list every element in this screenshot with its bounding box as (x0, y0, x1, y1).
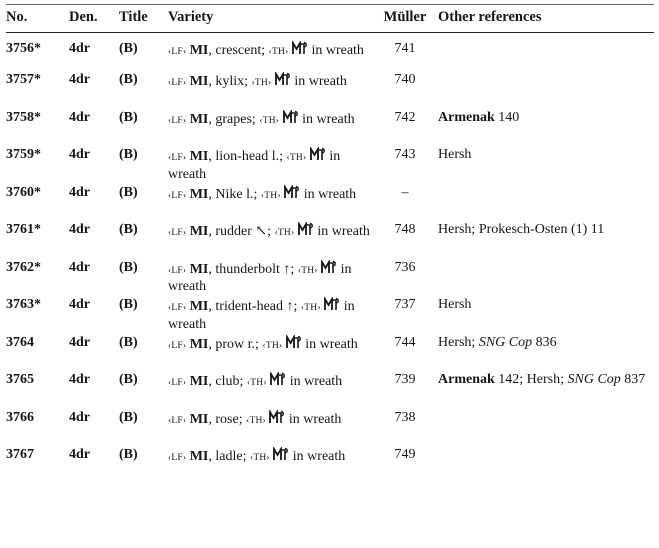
mi-legend: MI (189, 186, 209, 202)
monogram-icon (292, 41, 308, 55)
cell-other-references (438, 410, 654, 448)
table-row (6, 410, 654, 448)
cell-variety (168, 222, 372, 260)
variety-tail: in wreath (298, 111, 355, 127)
cell-no: 3766 (6, 409, 34, 425)
cell-muller: 737 (394, 297, 416, 312)
cell-no: 3756* (6, 41, 41, 56)
variety-tail: in wreath (290, 74, 347, 89)
cell-other-references (438, 185, 654, 223)
variety-symbol: , Nike l.; (208, 186, 261, 202)
cell-muller: 744 (394, 334, 416, 350)
monogram-icon (284, 185, 300, 199)
cell-no: 3758* (6, 109, 41, 125)
lf-marker: ‹LF› (168, 228, 187, 238)
cell-title: (B) (119, 334, 138, 350)
cell-den: 4dr (69, 109, 90, 125)
cell-other-references (438, 72, 654, 110)
th-marker: ‹TH› (268, 47, 289, 57)
cell-title: (B) (119, 409, 138, 425)
header-den: Den. (69, 5, 119, 33)
table-row (6, 372, 654, 410)
cell-title: (B) (119, 222, 138, 237)
variety-symbol: , prow r.; (208, 336, 263, 352)
ref-tail: 836 (532, 334, 557, 350)
cell-no: 3764 (6, 334, 34, 350)
cell-title: (B) (119, 372, 138, 387)
variety-tail: in wreath (168, 299, 355, 332)
variety-symbol: , rudder ↖; (208, 224, 275, 239)
th-marker: ‹TH› (262, 340, 283, 351)
monogram-icon (310, 147, 326, 161)
cell-other-references (438, 297, 654, 335)
lf-marker: ‹LF› (168, 47, 187, 57)
variety-tail: in wreath (301, 336, 358, 352)
header-no: No. (6, 5, 69, 33)
variety-tail: in wreath (313, 224, 370, 239)
monogram-icon (275, 72, 291, 86)
variety-symbol: , kylix; (208, 74, 252, 89)
cell-no: 3763* (6, 297, 41, 312)
monogram-icon (283, 110, 299, 124)
variety-symbol: , ladle; (208, 449, 250, 464)
variety-symbol: , grapes; (208, 111, 260, 127)
table-row (6, 33, 654, 73)
mi-legend: MI (189, 224, 209, 239)
ref-tail: 837 (620, 372, 646, 387)
variety-tail: in wreath (168, 149, 341, 182)
cell-title: (B) (119, 184, 138, 200)
cell-variety (168, 147, 372, 185)
ref-italic: SNG Cop (478, 334, 533, 350)
monogram-icon (269, 410, 285, 424)
cell-variety (168, 297, 372, 335)
monogram-icon (270, 372, 286, 386)
variety-symbol: , trident-head ↑; (208, 299, 301, 314)
th-marker: ‹TH› (274, 228, 295, 238)
monogram-icon (324, 297, 340, 311)
th-marker: ‹TH› (250, 453, 270, 463)
table-row (6, 260, 654, 298)
mi-legend: MI (189, 336, 209, 352)
ref-bold: Armenak (438, 372, 495, 387)
table-row (6, 110, 654, 148)
table-header-row (6, 5, 654, 33)
cell-variety (168, 447, 372, 485)
cell-den: 4dr (69, 409, 90, 425)
variety-tail: in wreath (300, 186, 357, 202)
table-row (6, 222, 654, 260)
cell-den: 4dr (69, 447, 90, 462)
cell-no: 3757* (6, 72, 41, 87)
ref-text: Hersh (438, 297, 472, 312)
mi-legend: MI (189, 43, 209, 58)
cell-other-references (438, 33, 654, 73)
cell-no: 3765 (6, 372, 34, 387)
header-other-references: Other references (438, 5, 654, 33)
cell-variety (168, 110, 372, 148)
monogram-icon (286, 335, 302, 349)
cell-title: (B) (119, 109, 138, 125)
cell-muller: 738 (394, 409, 416, 425)
ref-bold: Armenak (438, 109, 495, 125)
cell-other-references (438, 260, 654, 298)
table-row (6, 335, 654, 373)
cell-no: 3760* (6, 184, 41, 200)
cell-variety (168, 72, 372, 110)
cell-other-references (438, 372, 654, 410)
variety-symbol: , rose; (208, 411, 247, 427)
cell-other-references (438, 222, 654, 260)
cell-den: 4dr (69, 259, 90, 275)
cell-den: 4dr (69, 297, 90, 312)
cell-title: (B) (119, 447, 138, 462)
lf-marker: ‹LF› (168, 115, 187, 126)
variety-symbol: , club; (208, 374, 247, 389)
lf-marker: ‹LF› (168, 453, 187, 463)
cell-den: 4dr (69, 372, 90, 387)
mi-legend: MI (189, 299, 209, 314)
header-muller: Müller (372, 5, 438, 33)
th-marker: ‹TH› (260, 190, 281, 201)
coin-catalogue-table (6, 4, 654, 485)
cell-den: 4dr (69, 222, 90, 237)
th-marker: ‹TH› (246, 415, 266, 426)
cell-no: 3759* (6, 147, 41, 162)
mi-legend: MI (189, 449, 209, 464)
variety-symbol: , crescent; (208, 43, 269, 58)
cell-other-references (438, 335, 654, 373)
lf-marker: ‹LF› (168, 265, 187, 276)
th-marker: ‹TH› (259, 115, 280, 126)
ref-text: Hersh; (438, 334, 479, 350)
cell-variety (168, 260, 372, 298)
ref-text: Hersh; Prokesch-Osten (1) 11 (438, 222, 605, 237)
cell-den: 4dr (69, 184, 90, 200)
cell-title: (B) (119, 72, 138, 87)
th-marker: ‹TH› (300, 303, 321, 313)
cell-muller: 742 (394, 109, 416, 125)
cell-title: (B) (119, 297, 138, 312)
cell-variety (168, 33, 372, 73)
table-row (6, 72, 654, 110)
cell-muller: – (401, 184, 409, 200)
mi-legend: MI (189, 261, 209, 277)
ref-text: Hersh (438, 147, 472, 162)
cell-title: (B) (119, 41, 138, 56)
variety-tail: in wreath (168, 261, 352, 294)
cell-title: (B) (119, 259, 138, 275)
header-title: Title (119, 5, 168, 33)
table-row (6, 297, 654, 335)
cell-den: 4dr (69, 147, 90, 162)
cell-muller: 741 (394, 41, 416, 56)
table-row (6, 447, 654, 485)
mi-legend: MI (189, 411, 209, 427)
cell-no: 3767 (6, 447, 34, 462)
variety-tail: in wreath (307, 43, 364, 58)
lf-marker: ‹LF› (168, 415, 187, 426)
lf-marker: ‹LF› (168, 340, 187, 351)
cell-variety (168, 410, 372, 448)
cell-title: (B) (119, 147, 138, 162)
cell-den: 4dr (69, 41, 90, 56)
cell-other-references (438, 447, 654, 485)
lf-marker: ‹LF› (168, 378, 187, 388)
lf-marker: ‹LF› (168, 303, 187, 313)
variety-tail: in wreath (285, 411, 342, 427)
cell-den: 4dr (69, 334, 90, 350)
cell-den: 4dr (69, 72, 90, 87)
ref-text: 142; Hersh; (494, 372, 568, 387)
lf-marker: ‹LF› (168, 190, 187, 201)
th-marker: ‹TH› (251, 78, 272, 88)
lf-marker: ‹LF› (168, 153, 187, 163)
mi-legend: MI (189, 74, 209, 89)
cell-muller: 748 (394, 222, 416, 237)
variety-tail: in wreath (286, 374, 343, 389)
variety-symbol: , thunderbolt ↑; (208, 261, 298, 277)
table-row (6, 185, 654, 223)
cell-no: 3761* (6, 222, 41, 237)
cell-other-references (438, 147, 654, 185)
mi-legend: MI (189, 111, 209, 127)
cell-muller: 739 (394, 372, 416, 387)
ref-text: 140 (494, 109, 520, 125)
monogram-icon (273, 447, 289, 461)
cell-variety (168, 185, 372, 223)
monogram-icon (321, 260, 337, 274)
cell-muller: 749 (394, 447, 416, 462)
th-marker: ‹TH› (286, 153, 307, 163)
cell-no: 3762* (6, 259, 41, 275)
cell-other-references (438, 110, 654, 148)
header-variety: Variety (168, 5, 372, 33)
th-marker: ‹TH› (297, 265, 318, 276)
table-row (6, 147, 654, 185)
mi-legend: MI (189, 149, 209, 164)
cell-muller: 736 (394, 259, 416, 275)
monogram-icon (298, 222, 314, 236)
th-marker: ‹TH› (246, 378, 267, 388)
variety-tail: in wreath (289, 449, 346, 464)
mi-legend: MI (189, 374, 209, 389)
cell-variety (168, 372, 372, 410)
ref-italic: SNG Cop (567, 372, 621, 387)
cell-variety (168, 335, 372, 373)
cell-muller: 740 (394, 72, 416, 87)
variety-symbol: , lion-head l.; (208, 149, 287, 164)
lf-marker: ‹LF› (168, 78, 187, 88)
cell-muller: 743 (394, 147, 416, 162)
